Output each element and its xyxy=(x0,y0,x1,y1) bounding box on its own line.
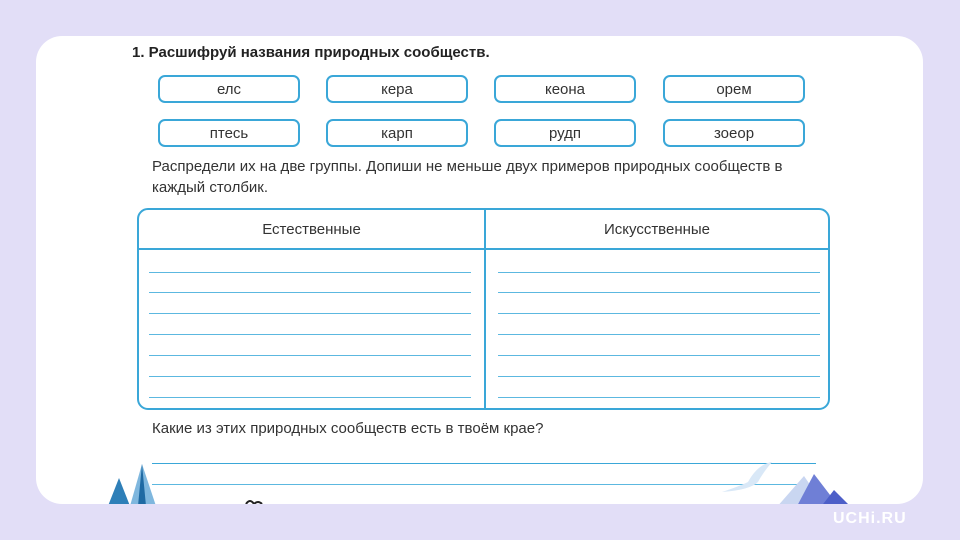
word-box[interactable]: птесь xyxy=(158,119,300,147)
column-header-artificial: Искусственные xyxy=(603,220,711,238)
word-box[interactable]: кера xyxy=(326,75,468,103)
answer-line[interactable] xyxy=(498,272,820,273)
answer-line[interactable] xyxy=(149,272,471,273)
answer-line[interactable] xyxy=(149,334,471,335)
answer-line[interactable] xyxy=(149,313,471,314)
bird-shadow-icon xyxy=(244,496,268,504)
word-box[interactable]: елс xyxy=(158,75,300,103)
answer-line[interactable] xyxy=(149,376,471,377)
question-text: Какие из этих природных сообществ есть в твоём крае? xyxy=(152,420,544,437)
mountain-right-icon xyxy=(776,468,856,504)
worksheet-card xyxy=(36,36,923,504)
answer-line[interactable] xyxy=(498,292,820,293)
question-answer-line[interactable] xyxy=(152,463,816,464)
mountain-left-icon xyxy=(100,464,160,504)
answer-line[interactable] xyxy=(498,355,820,356)
bird-icon xyxy=(718,460,778,500)
answer-line[interactable] xyxy=(498,397,820,398)
header-divider xyxy=(139,248,828,250)
task-title: 1. Расшифруй названия природных сообществ. xyxy=(132,44,490,61)
groups-table xyxy=(137,208,830,410)
answer-line[interactable] xyxy=(149,292,471,293)
instructions-text: Распредели их на две группы. Допиши не меньше двух примеров природных сообществ в каждый столбик. xyxy=(152,158,783,196)
answer-line[interactable] xyxy=(149,397,471,398)
answer-line[interactable] xyxy=(149,355,471,356)
word-box[interactable]: орем xyxy=(663,75,805,103)
word-box[interactable]: кеона xyxy=(494,75,636,103)
brand-logo: UCHi.RU xyxy=(833,510,907,527)
word-box[interactable]: карп xyxy=(326,119,468,147)
column-header-natural: Естественные xyxy=(262,220,361,238)
answer-line[interactable] xyxy=(498,376,820,377)
column-divider xyxy=(484,210,486,408)
answer-line[interactable] xyxy=(498,334,820,335)
answer-line[interactable] xyxy=(498,313,820,314)
question-answer-line[interactable] xyxy=(152,484,816,485)
word-box[interactable]: рудп xyxy=(494,119,636,147)
word-box[interactable]: зоеор xyxy=(663,119,805,147)
